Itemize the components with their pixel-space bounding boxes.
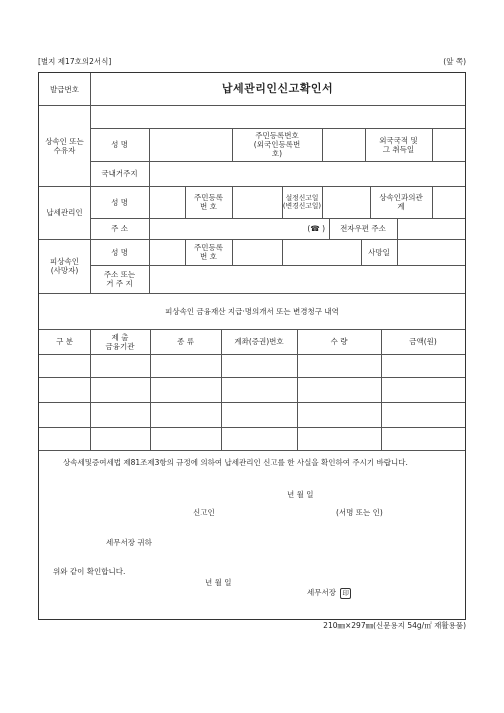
asset-header-institution: 제 출 금융기관 [105,332,135,351]
asset-header-type: 종 류 [177,337,194,346]
heir-resident-no-field[interactable] [322,128,365,161]
statement-date-line: 년 월 일 [287,490,314,499]
asset-row[interactable] [39,377,465,402]
tax-agent-report-confirmation-form [38,72,466,620]
issue-number-label: 발급번호 [50,84,79,94]
tax-agent-email-field[interactable] [397,218,465,239]
asset-header-quantity: 수 량 [330,337,348,346]
asset-row[interactable] [39,427,465,450]
decedent-name-label: 성 명 [111,247,128,257]
reporter-label: 신고인 [193,508,215,517]
tax-office-head-label: 세무서장 [307,588,336,597]
tax-office-addressee: 세무서장 귀하 [106,538,152,547]
form-number: [별지 제17호의2서식] [38,57,112,66]
page-side: (앞 쪽) [443,57,466,66]
tax-agent-resident-no-field[interactable] [232,186,282,218]
asset-row[interactable] [39,354,465,377]
decedent-address-label: 주소 또는 거 주 지 [103,270,136,288]
decedent-section-label: 피상속인 (사망자) [50,257,79,275]
asset-header-category: 구 분 [56,337,73,346]
tax-agent-phone-field[interactable] [149,218,329,239]
paper-spec-note: 210㎜×297㎜(신문용지 54g/㎡ 재활용품) [323,621,466,630]
tax-agent-resident-no-label: 주민등록 번 호 [194,193,223,211]
heir-name-label: 성 명 [111,140,128,149]
tax-agent-section-label: 납세관리인 [46,208,83,217]
decedent-death-date-field[interactable] [397,239,465,265]
tax-agent-relation-field[interactable] [432,186,465,218]
decedent-blank-field[interactable] [282,239,361,265]
decedent-death-date-label: 사망일 [368,247,390,257]
seal-mark: 印 [342,589,349,597]
heir-domestic-address-field[interactable] [149,161,465,186]
decedent-name-field[interactable] [149,239,185,265]
signature-label: (서명 또는 인) [336,508,383,517]
form-header [38,58,466,70]
asset-row[interactable] [39,402,465,427]
asset-header-amount: 금액(원) [409,337,437,346]
form-title: 납세관리인신고확인서 [221,82,334,96]
phone-parens: (☎ ) [307,224,325,233]
heir-resident-no-label: 주민등록번호 (외국인등록번 호) [253,131,301,158]
tax-agent-report-date-field[interactable] [322,186,370,218]
tax-agent-email-label: 전자우편 주소 [340,224,386,233]
heir-foreign-nationality-field[interactable] [432,128,465,161]
heir-domestic-address-label: 국내거주지 [101,169,138,178]
decedent-resident-no-label: 주민등록 번 호 [194,243,223,261]
request-statement: 상속세및증여세법 제81조제3항의 규정에 의하여 납세관리인 신고를 한 사실을 확인하여 주시기 바랍니다. [63,458,408,467]
heir-foreign-nationality-label: 외국국적 및 그 취득일 [379,135,418,154]
confirmation-date-line: 년 월 일 [205,578,232,587]
tax-agent-report-date-label: 설정신고일 (변경신고일) [282,193,322,210]
tax-agent-address-label: 주 소 [111,224,128,233]
tax-agent-name-field[interactable] [149,186,185,218]
tax-agent-relation-label: 상속인과의관 계 [379,193,423,211]
tax-office-head [307,588,351,599]
confirmation-statement: 위와 같이 확인합니다. [53,567,126,576]
decedent-address-field[interactable] [149,265,465,293]
decedent-resident-no-field[interactable] [232,239,282,265]
tax-agent-name-label: 성 명 [111,197,128,207]
heir-name-field[interactable] [149,128,232,161]
asset-header-account-no: 계좌(증권)번호 [234,337,284,346]
heir-section-label: 상속인 또는 수유자 [45,136,84,155]
asset-section-title: 피상속인 금융재산 지급·명의개서 또는 변경청구 내역 [165,306,339,316]
